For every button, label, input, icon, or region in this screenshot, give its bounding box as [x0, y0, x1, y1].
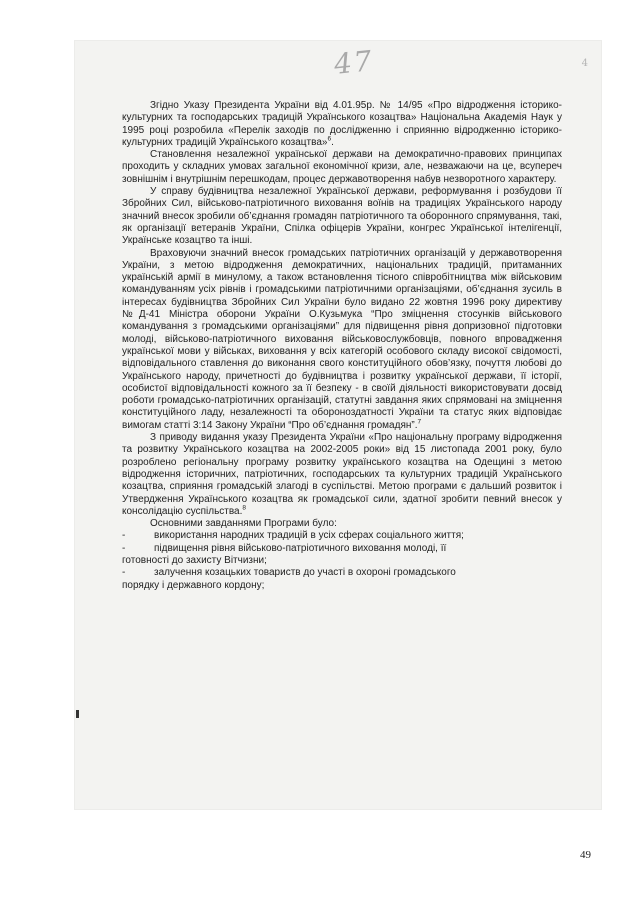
scanned-page	[74, 40, 602, 810]
archive-handwritten-number: 47	[332, 44, 376, 81]
list-item: - підвищення рівня військово-патріотичного виховання молоді, її	[122, 542, 447, 554]
footnote-ref: 8	[242, 504, 247, 512]
corner-mark: 4	[581, 58, 588, 69]
paragraph-6: Основними завданнями Програми було:	[150, 518, 337, 530]
footnote-ref: 7	[417, 418, 422, 426]
footnote-ref: 6	[327, 135, 332, 143]
paragraph-4: Враховуючи значний внесок громадських патріотичних організацій у державотворення України, з метою відродження демократичних, національних традицій, притаманних українській армії в минулому, а також встановлення тісного співробітництва між військовим командуванням усіх рівнів і громадськими патріотичними організаціями, об’єднання зусиль в інтересах будівництва Збройних Сил України було видано 22 жовтня 1996 року директиву №Д-41 Міністра оборони України О.Кузьмука “Про зміцнення стосунків військового командування з громадськими організаціями” для підвищення рівня допризовної підготовки молоді, військово-патріотичного виховання військовослужбовців, повного впровадження української мови у військах, виховання у всіх категорій особового складу високої свідомості, відповідального ставлення до виконання свого конституційного обов’язку, почуття любові до Українського народу, причетності до будівництва і розвитку української держави, її історії, особистої відповідальності кожного за її безпеку - в своїй діяльності використовувати досвід роботи громадсько-патріотичних організацій, статутні завдання яких спрямовані на зміцнення конституційного ладу, незалежності та обороноздатності України та статус яких відповідає вимогам статті 3:14 Закону України “Про об’єднання громадян”.$^7$	[122, 247, 562, 431]
paragraph-1: Згідно Указу Президента України від 4.01.95р. № 14/95 «Про відродження історико-культурних та господарських традицій Українського козацтва» Національна Академія Наук у 1995 році розробила «Перелік заходів по дослідженню і сприянню відродженню історико-культурних традицій Українського козацтва»$^6$.	[122, 100, 562, 148]
scan-mark	[76, 710, 79, 718]
list-item: - залучення козацьких товариств до участі в охороні громадського	[122, 567, 456, 579]
page-number: 49	[580, 849, 591, 861]
list-marker: -	[122, 567, 126, 579]
list-marker: -	[122, 530, 126, 542]
list-item-continuation: готовності до захисту Вітчизни;	[122, 554, 267, 566]
paragraph-5: З приводу видання указу Президента України «Про національну програму відродження та розвитку Українського козацтва на 2002-2005 роки» від 15 листопада 2001 року, було розроблено регіональну програму розвитку українського козацтва на Одещині з метою відродження історичних, патріотичних, господарських та культурних традицій Українського козацтва, сприяння громадській злагоді в суспільстві. Метою програми є дальший розвиток і Утвердження Українського козацтва як громадської сили, здатної зробити певний внесок у консолідацію суспільства.$^8$	[122, 432, 562, 517]
list-marker: -	[122, 542, 126, 554]
document-body	[122, 100, 562, 592]
list-item: - використання народних традицій в усіх сферах соціального життя;	[122, 530, 464, 542]
paragraph-2: Становлення незалежної української держави на демократично-правових принципах проходить у складних умовах загальної економічної кризи, але, незважаючи на це, всупереч зовнішнім і внутрішнім перешкодам, процес державотворення набув незворотного характеру.	[122, 149, 562, 185]
list-item-continuation: порядку і державного кордону;	[122, 579, 265, 591]
paragraph-3: У справу будівництва незалежної Української держави, реформування і розбудови її Збройних Сил, військово-патріотичного виховання воїнів на традиціях Українського народу значний внесок зробили об’єднання громадян патріотичного та оборонного спрямування, такі, як організації ветеранів України, Спілка офіцерів України, конгрес Української інтелігенції, Українське козацтво та інші.	[122, 186, 562, 247]
